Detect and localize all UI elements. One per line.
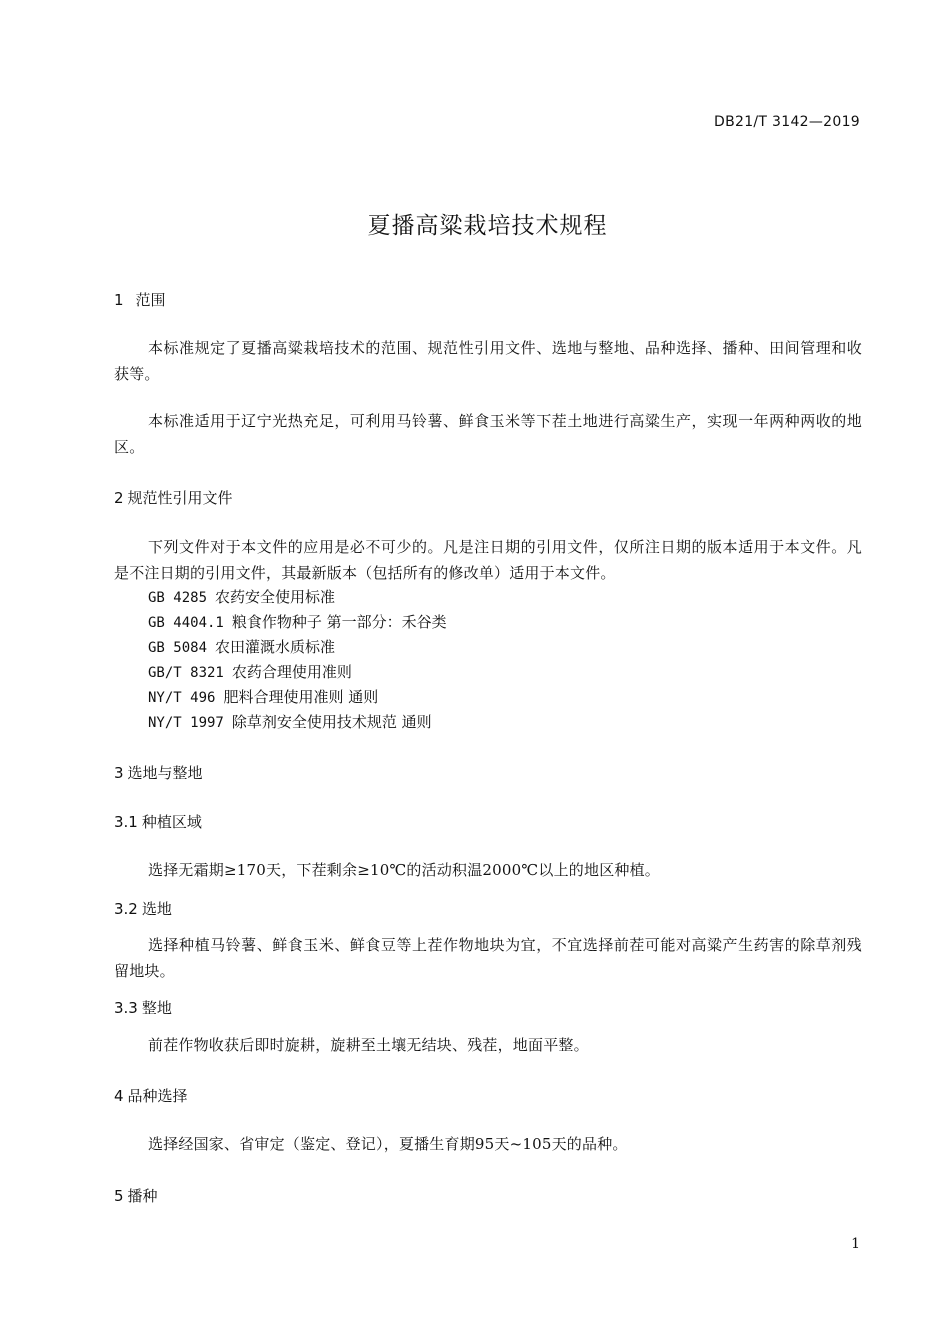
section-title: 整地 (141, 999, 172, 1017)
reference-name: 粮食作物种子 第一部分：禾谷类 (231, 613, 447, 631)
section-title: 规范性引用文件 (127, 489, 233, 507)
paragraph-planting-area: 选择无霜期≥170天，下茬剩余≥10℃的活动积温2000℃以上的地区种植。 (148, 861, 660, 879)
reference-item (148, 611, 447, 632)
section-title: 种植区域 (141, 813, 202, 831)
reference-code: NY/T 1997 (148, 715, 224, 731)
reference-code: GB 4404.1 (148, 615, 224, 631)
document-number: DB21/T 3142—2019 (714, 114, 860, 130)
section-3-heading (114, 762, 203, 783)
reference-item (148, 586, 335, 607)
reference-code: GB 5084 (148, 640, 208, 656)
section-title: 范围 (135, 291, 166, 309)
section-title: 品种选择 (127, 1087, 188, 1105)
section-number: 4 (114, 1087, 124, 1105)
section-number: 1 (114, 291, 124, 309)
subsection-3-3-heading (114, 997, 172, 1018)
paragraph-variety-selection: 选择经国家、省审定（鉴定、登记），夏播生育期95天~105天的品种。 (148, 1135, 628, 1153)
section-title: 播种 (127, 1187, 158, 1205)
paragraph-land-preparation: 前茬作物收获后即时旋耕，旋耕至土壤无结块、残茬，地面平整。 (148, 1036, 589, 1054)
document-title: 夏播高粱栽培技术规程 (367, 213, 608, 239)
reference-name: 肥料合理使用准则 通则 (223, 688, 379, 706)
page-number: 1 (851, 1236, 860, 1252)
section-number: 5 (114, 1187, 124, 1205)
paragraph-site-selection: 选择种植马铃薯、鲜食玉米、鲜食豆等上茬作物地块为宜，不宜选择前茬可能对高粱产生药害的除草剂残留地块。 (114, 936, 862, 980)
reference-code: GB/T 8321 (148, 665, 224, 681)
reference-item (148, 711, 432, 732)
reference-item (148, 636, 335, 657)
reference-code: GB 4285 (148, 590, 208, 606)
section-number: 3.2 (114, 900, 138, 918)
reference-item (148, 686, 378, 707)
subsection-3-1-heading (114, 811, 202, 832)
paragraph-applicability: 本标准适用于辽宁光热充足，可利用马铃薯、鲜食玉米等下茬土地进行高粱生产，实现一年两种两收的地区。 (114, 412, 862, 456)
reference-name: 农药安全使用标准 (215, 588, 336, 606)
section-number: 3 (114, 764, 124, 782)
section-1-heading (114, 289, 166, 310)
paragraph-references-intro: 下列文件对于本文件的应用是必不可少的。凡是注日期的引用文件，仅所注日期的版本适用于本文件。凡是不注日期的引用文件，其最新版本（包括所有的修改单）适用于本文件。 (114, 538, 862, 582)
section-5-heading (114, 1185, 158, 1206)
reference-name: 农药合理使用准则 (231, 663, 352, 681)
section-title: 选地与整地 (127, 764, 203, 782)
section-title: 选地 (141, 900, 172, 918)
subsection-3-2-heading (114, 898, 172, 919)
paragraph-scope: 本标准规定了夏播高粱栽培技术的范围、规范性引用文件、选地与整地、品种选择、播种、田间管理和收获等。 (114, 339, 862, 383)
section-number: 2 (114, 489, 124, 507)
reference-item (148, 661, 352, 682)
section-4-heading (114, 1085, 188, 1106)
section-number: 3.1 (114, 813, 138, 831)
reference-name: 除草剂安全使用技术规范 通则 (231, 713, 432, 731)
section-number: 3.3 (114, 999, 138, 1017)
reference-name: 农田灌溉水质标准 (215, 638, 336, 656)
section-2-heading (114, 487, 233, 508)
reference-code: NY/T 496 (148, 690, 216, 706)
